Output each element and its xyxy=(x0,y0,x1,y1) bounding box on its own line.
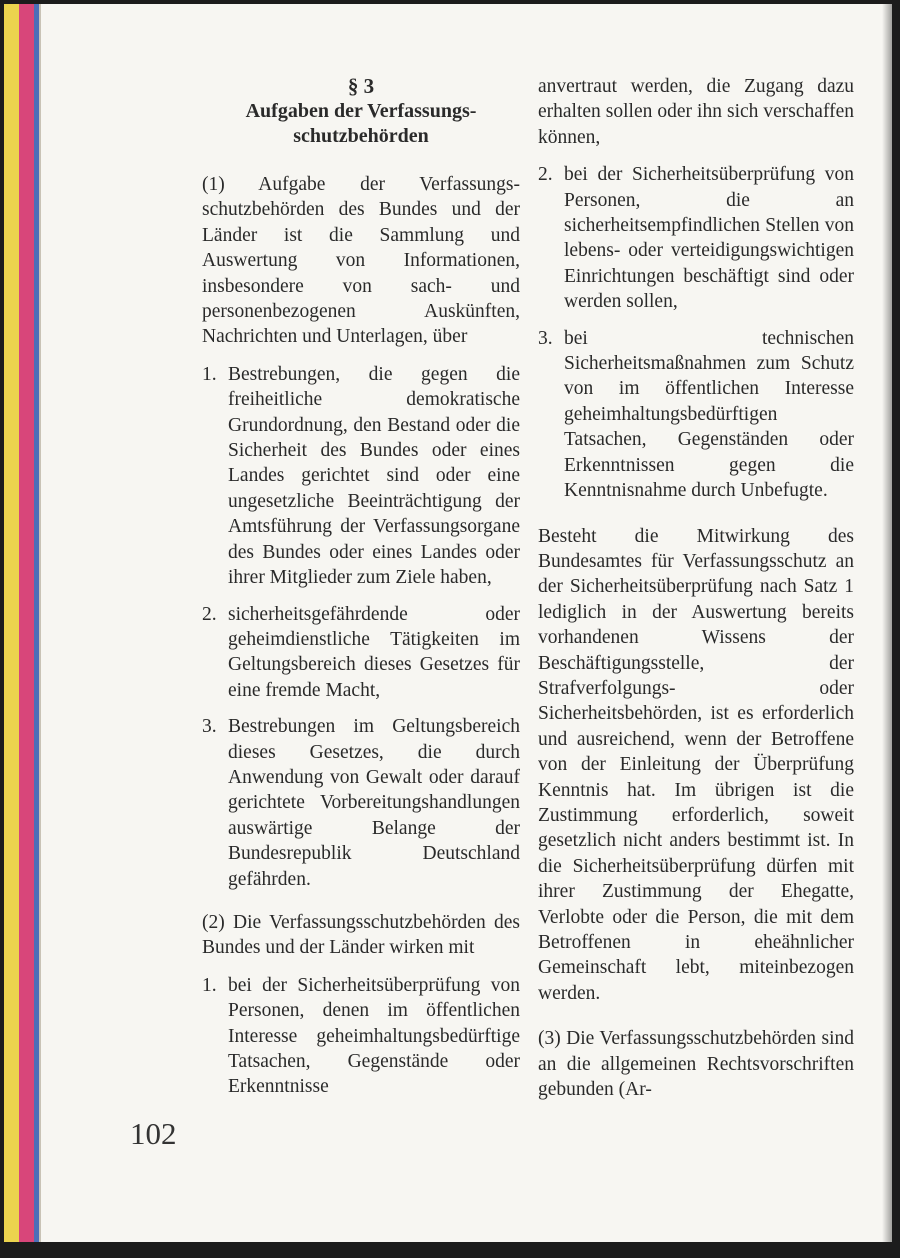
page-number: 102 xyxy=(130,1116,177,1151)
section-title-line-2: schutzbehörden xyxy=(293,125,429,147)
list-item-number: 3. xyxy=(202,716,217,738)
list-item xyxy=(538,326,854,504)
paragraph-2: (2) Die Verfassungsschutzbehörden des Bundes und der Länder wirken mit xyxy=(202,911,520,959)
page-binding-shadow xyxy=(882,4,892,1242)
list-item-number: 1. xyxy=(202,974,217,996)
list-item-text: bei der Sicherheitsüberprüfung von Personen, denen im öffentlichen Interesse geheimhaltungsbedürftige Tatsachen, Gegenstände oder Erkenntnisse xyxy=(228,974,520,1098)
paragraph-3: Besteht die Mitwirkung des Bundesamtes für Verfassungsschutz an der Sicherheitsüberprüfung nach Satz 1 lediglich in der Auswertung bereits vorhandenen Wissens der Beschäftigungsstelle, der Strafverfolgungs- oder Sicherheitsbehörden, ist es erforderlich und ausreichend, wenn der Betroffene von der Einleitung der Überprüfung Kenntnis hat. Im übrigen ist die Zustimmung erforderlich, soweit gesetzlich nicht anders bestimmt ist. In die Sicherheitsüberprüfung dürfen mit ihrer Zustimmung der Ehegatte, Verlobte oder die Person, die mit dem Betroffenen in eheähnlicher Gemeinschaft lebt, miteinbezogen werden. xyxy=(538,525,854,1004)
right-column xyxy=(538,74,854,1114)
list-item-number: 2. xyxy=(202,603,217,625)
list-item xyxy=(202,714,520,892)
list-item xyxy=(202,362,520,591)
section-title-line-1: Aufgaben der Verfassungs- xyxy=(245,100,477,122)
list-item-text: bei technischen Sicherheitsmaßnahmen zum Schutz von im öffentlichen Interesse geheimhaltungsbedürftigen Tatsachen, Gegenständen oder Erkenntnissen gegen die Kenntnisnahme durch Unbefugte. xyxy=(564,327,854,502)
continuation-text: anvertraut werden, die Zugang dazu erhalten sollen oder ihn sich verschaffen können, xyxy=(538,76,854,148)
list-item-text: sicherheitsgefährdende oder geheimdienstliche Tätigkeiten im Geltungsbereich dieses Gesetzes für eine fremde Macht, xyxy=(228,603,520,701)
page-edge-line xyxy=(39,4,41,1242)
section-title xyxy=(202,99,520,149)
page-edge-yellow-band xyxy=(4,4,19,1242)
paragraph-4: (3) Die Verfassungsschutzbehörden sind an die allgemeinen Rechtsvorschriften gebunden (Ar- xyxy=(538,1028,854,1101)
list-item-text: Bestrebungen im Geltungsbereich dieses Gesetzes, die durch Anwendung von Gewalt oder darauf gerichtete Vorbereitungshandlungen auswärtige Belange der Bundesrepublik Deutschland gefährden. xyxy=(228,716,520,890)
list-item-number: 1. xyxy=(202,363,217,385)
page-edge-pink-band xyxy=(19,4,34,1242)
list-item-number: 3. xyxy=(538,327,553,349)
list-item xyxy=(202,973,520,1100)
section-number: § 3 xyxy=(347,74,375,98)
paragraph-1: (1) Aufgabe der Verfassungs-schutzbehörden des Bundes und der Länder ist die Sammlung und Auswertung von Informationen, insbesondere von sach- und personenbezogenen Auskünften, Nachrichten und Unterlagen, über xyxy=(202,174,520,348)
list-item-number: 2. xyxy=(538,164,553,186)
list-item xyxy=(202,602,520,704)
list-item-text: bei der Sicherheitsüberprüfung von Personen, die an sicherheitsempfindlichen Stellen von lebens- oder verteidigungswichtigen Einrichtungen beschäftigt sind oder werden sollen, xyxy=(564,164,854,313)
left-column xyxy=(202,74,520,1111)
book-page xyxy=(4,4,892,1242)
list-item xyxy=(538,162,854,314)
list-item-text: Bestrebungen, die gegen die freiheitliche demokratische Grundordnung, den Bestand oder die Sicherheit des Bundes oder eines Landes gerichtet sind oder eine ungesetzliche Beeinträchtigung der Amtsführung der Verfassungsorgane des Bundes oder eines Landes oder ihrer Mitglieder zum Ziele haben, xyxy=(228,363,520,589)
